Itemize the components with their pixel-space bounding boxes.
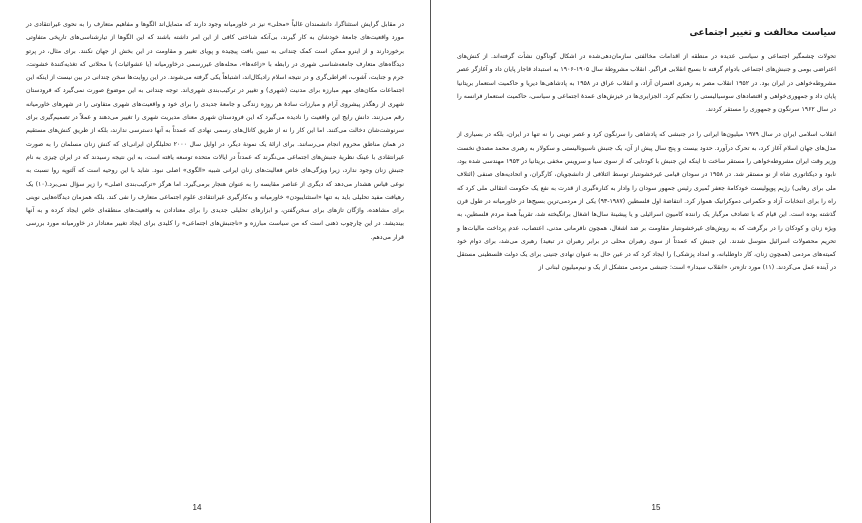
right-page-body bbox=[457, 18, 836, 497]
right-page bbox=[431, 0, 862, 523]
paragraph: در مقابل گرایش استثناگرا، دانشمندان غالباً «محلی» نیز در خاورمیانه وجود دارند که متمایل‌اند الگوها و مفاهیم متعارف را به نحوی غیرانتقادی در مورد واقعیت‌های جامعهٔ خودشان به کار گیرند، بی‌آنکه شناختی کافی از این امر داشته باشند که این الگوها از تیارشناسی‌های تاریخی متفاوتی برخوردارند و از اینرو ممکن است کمک چندانی به تبیین بافت پیچیده و پویای تغییر و مقاومت در این بخش از جهان نکنند. برای مثال، در پرتو دیدگاه‌های متعارف جامعه‌شناسی شهری در رابطه با «زاغه‌ها»، محله‌های غیررسمی درخاورمیانه (یا عشوائیات) با محلاتی که تغذیه‌کنندهٔ خشونت، جرم و جنایت، آشوب، افراطی‌گری و در نتیجه اسلام رادیکال‌اند، اشتباهاً یکی گرفته می‌شوند. در این روایت‌ها سخن چندانی در بین نیست از اینکه این اجتماعات مکان‌های مهم مبارزه برای مدنیت (شهری) و تغییر در ترکیب‌بندی شهری‌اند. توجه چندانی به این موضوع صورت نمی‌گیرد که فرودستان شهری از رهگذر پیشروی آرام و مبارزات سادهٔ هر روزه زندگی و جامعهٔ جدیدی را برای خود و واقعیت‌های شهری متفاوتی را در شهرهای خاورمیانه رقم می‌زنند. دانش رایج این واقعیت را نادیده می‌گیرد که این فرودستان شهری معنای مدیریت شهری را تغییر می‌دهند و عملاً در تصمیم‌گیری برای سرنوشت‌شان دخالت می‌کنند. اما این کار را نه از طریق کانال‌های رسمی نهادی که عمدتاً به آنها دسترسی ندارند، بلکه از طریق کنش‌های مستقیم در همان مناطق محروم انجام می‌رسانند. برای ارائهٔ یک نمونهٔ دیگر، در اوایل سال ۲۰۰۰ تحلیلگران ایرانی‌ای که کنش زنان مسلمان را به صورت غیرانتقادی با عینک نظریهٔ جنبش‌های اجتماعی می‌نگرند که عمدتاً در ایالات متحده توسعه یافته است، به این نتیجه رسیدند که در ایران چیزی به نام جنبش زنان وجود ندارد، زیرا ویژگی‌های خاص فعالیت‌های زنان ایرانی شبیه «الگوی» اصلی نبود. شاید با این روحیه است که آلتوپه روا نسبت به نوعی قیاس هشدار می‌دهد که دیگری از عناصر مقایسه را به عنوان هنجار برمی‌گیرد. اما هرگز «ترکیب‌بندی اصلی» را زیر سؤال نمی‌برد.(۱۰) یک رهیافت مفید تحلیلی باید به تنها «استثنایبودن» خاورمیانه و به‌کارگیری غیرانتقادی علوم اجتماعی متعارف را نفی کند. بلکه همزمان دیدگاه‌هایی نوینی برای مشاهده، واژگان تازهای برای سخن‌گفتن، و ابزارهای تحلیلی جدیدی را برای معنادادن به واقعیت‌های منطقه‌ای خاص ایجاد کرده و به آنها بیندیشد. در این چارچوب ذهنی است که من سیاست مبارزه و «ناجنبش‌های اجتماعی» را کلیدی برای ایجاد تغییر معنادار در خاورمیانه مورد بررسی قرار می‌دهم. bbox=[26, 21, 404, 241]
left-page-body bbox=[26, 18, 404, 497]
page-number: 15 bbox=[651, 503, 661, 512]
page-number: 14 bbox=[192, 503, 202, 512]
paragraph: انقلاب اسلامی ایران در سال ۱۹۷۹ میلیون‌ها ایرانی را در جنبشی که پادشاهی را سرنگون کرد و عصر نوینی را نه تنها در ایران، بلکه در بسیاری از مدل‌های جهان اسلام آغاز کرد، به تحرک درآورد. حدود بیست و پنج سال پیش از آن، یک جنبش ناسیونالیستی و سکولار به رهبری محمد مصدق نخست وزیر وقت ایران مشروطه‌خواهی را مستقر ساخت تا اینکه این جنبش با کودتایی که از سوی سیا و سرویس مخفی بریتانیا در ۱۹۵۳ مهندسی شده بود، نابود و دیکتاتوری شاه از نو مستقر شد. در ۱۹۵۸ در سودان قیامی غیرخشونتبار توسط ائتلافی از دانشجویان، کارگران، و اتحادیه‌های صنفی (ائتلاف ملی برای رهایی) رژیم پوپولیست خودکامهٔ جعفر نُمیری رئیس جمهور سودان را وادار به کناره‌گیری از قدرت به نفع یک حکومت انتقالی ملی کرد که راه را برای انتخابات آزاد و حکمرانی دموکراتیک هموار کرد. انتفاضهٔ اول فلسطین (۱۹۸۷-۹۳) یکی از مردمی‌ترین بسیج‌ها در خاورمیانه در طول قرن گذشته بوده است. این قیام که با تصادف مرگبار یک راننده کامیون اسرائیلی و یا پیشینهٔ سال‌ها اشغال برانگیخته شد، تقریباً همهٔ مردم فلسطین، به ویژه زنان و کودکان را در برگرفت که به روش‌های غیرخشونتبار مقاومت بر ضد اشغال، همچون نافرمانی مدنی، اعتصاب، عدم پرداخت مالیات‌ها و تحریم محصولات اسرائیل متوسل شدند. این جنبش که عمدتاً از سوی رهبران محلی در برابر رهبران در تبعید) رهبری می‌شد، برای دوام خود کمیته‌های مردمی (همچون زنان، کار داوطلبانه، و امداد پزشکی) را ایجاد کرد که در عین حال به عنوان نهادی جنینی برای یک دولت فلسطینی مستقل در آینده عمل می‌کردند. (۱۱) مورد تازه‌تر، «انقلاب سیدار» است: جنبشی مردمی متشکل از یک و نیم‌میلیون لبنانی از bbox=[457, 131, 837, 272]
paragraph: تحولات چشمگیر اجتماعی و سیاسی عدیده در منطقه از اقدامات مخالفتی سازمان‌دهی‌شده در اشکال گوناگون نشأت گرفته‌اند. از کنش‌های اعتراضی بومی و جنبش‌های اجتماعی بادوام گرفته تا بسیج انقلابی فراگیر. انقلاب مشروطهٔ سال ۱۹۰۵-۱۹۰۶ به استبداد قاجار پایان داد و آغازگر عصر مشروطه‌خواهی در ایران بود. در ۱۹۵۲ انقلاب مصر به رهبری افسران آزاد، و انقلاب عراق در ۱۹۵۸ به پادشاهی‌ها دیریا و حاکمیت استعمار بریتانیا پایان داد و جمهوری‌خواهی و اقتصادهای سوسیالیستی را تحکیم کرد. الجزایری‌ها در خیزش‌های عمدهٔ اجتماعی و سیاسی، حاکمیت استعمار فرانسه را در سال ۱۹۶۲ سرنگون و جمهوری را مستقر کردند. bbox=[457, 53, 837, 114]
section-heading: سیاست مخالفت و تغییر اجتماعی bbox=[689, 28, 836, 38]
